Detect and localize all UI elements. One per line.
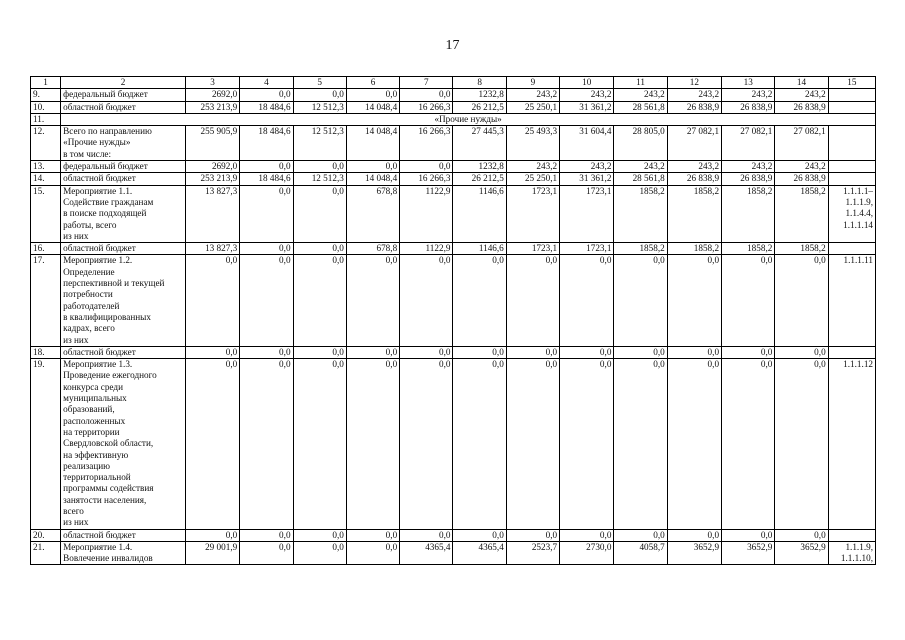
value-cell: 0,0: [293, 161, 346, 173]
value-cell: 14 048,4: [346, 126, 399, 161]
value-cell: 28 561,8: [614, 101, 667, 113]
value-cell: 0,0: [293, 541, 346, 565]
value-cell: 0,0: [453, 346, 506, 358]
value-cell: 18 484,6: [240, 126, 293, 161]
value-cell: 243,2: [614, 89, 667, 101]
value-cell: 243,2: [506, 89, 559, 101]
value-cell: 28 561,8: [614, 173, 667, 185]
value-cell: 12 512,3: [293, 173, 346, 185]
target-reference: [828, 126, 875, 161]
value-cell: 26 838,9: [722, 101, 775, 113]
value-cell: 243,2: [775, 89, 828, 101]
value-cell: 13 827,3: [185, 243, 239, 255]
target-reference: 1.1.1.12: [828, 359, 875, 529]
value-cell: 243,2: [614, 161, 667, 173]
value-cell: 0,0: [346, 255, 399, 346]
value-cell: 1858,2: [775, 185, 828, 242]
value-cell: 0,0: [614, 255, 667, 346]
value-cell: 0,0: [293, 359, 346, 529]
budget-table: [30, 76, 876, 565]
value-cell: 3652,9: [775, 541, 828, 565]
value-cell: 25 493,3: [506, 126, 559, 161]
value-cell: 243,2: [722, 89, 775, 101]
value-cell: 0,0: [614, 359, 667, 529]
value-cell: 26 838,9: [722, 173, 775, 185]
value-cell: 0,0: [667, 529, 721, 541]
value-cell: 1723,1: [506, 243, 559, 255]
value-cell: 0,0: [293, 185, 346, 242]
value-cell: 4365,4: [453, 541, 506, 565]
table-body: [31, 77, 876, 565]
value-cell: 2730,0: [560, 541, 614, 565]
value-cell: 1232,8: [453, 161, 506, 173]
target-reference: 1.1.1.1– 1.1.1.9, 1.1.4.4, 1.1.1.14: [828, 185, 875, 242]
value-cell: 0,0: [775, 346, 828, 358]
header-cell: 4: [240, 77, 293, 89]
value-cell: 0,0: [293, 255, 346, 346]
target-reference: [828, 346, 875, 358]
row-number: 12.: [31, 126, 61, 161]
value-cell: 0,0: [560, 255, 614, 346]
value-cell: 0,0: [667, 346, 721, 358]
row-number: 20.: [31, 529, 61, 541]
row-name: Всего по направлению «Прочие нужды» в том числе:: [61, 126, 186, 161]
target-reference: 1.1.1.9, 1.1.1.10,: [828, 541, 875, 565]
target-reference: [828, 529, 875, 541]
header-cell: 6: [346, 77, 399, 89]
value-cell: 0,0: [775, 529, 828, 541]
table-row: [31, 113, 876, 125]
value-cell: 0,0: [346, 89, 399, 101]
value-cell: 253 213,9: [185, 101, 239, 113]
value-cell: 0,0: [293, 243, 346, 255]
table-row: [31, 529, 876, 541]
value-cell: 31 361,2: [560, 173, 614, 185]
header-cell: 12: [667, 77, 721, 89]
value-cell: 255 905,9: [185, 126, 239, 161]
value-cell: 678,8: [346, 185, 399, 242]
row-number: 10.: [31, 101, 61, 113]
value-cell: 243,2: [722, 161, 775, 173]
row-number: 13.: [31, 161, 61, 173]
target-reference: 1.1.1.11: [828, 255, 875, 346]
table-row: [31, 359, 876, 529]
value-cell: 1858,2: [722, 243, 775, 255]
value-cell: 26 838,9: [775, 101, 828, 113]
value-cell: 0,0: [506, 359, 559, 529]
value-cell: 0,0: [775, 359, 828, 529]
value-cell: 243,2: [560, 89, 614, 101]
row-name: федеральный бюджет: [61, 161, 186, 173]
value-cell: 3652,9: [667, 541, 721, 565]
target-reference: [828, 89, 875, 101]
value-cell: 0,0: [453, 529, 506, 541]
value-cell: 0,0: [185, 255, 239, 346]
row-name: областной бюджет: [61, 243, 186, 255]
row-number: 16.: [31, 243, 61, 255]
target-reference: [828, 161, 875, 173]
value-cell: 0,0: [240, 529, 293, 541]
section-title: «Прочие нужды»: [61, 113, 876, 125]
header-cell: 5: [293, 77, 346, 89]
value-cell: 16 266,3: [400, 101, 453, 113]
row-name: Мероприятие 1.4. Вовлечение инвалидов: [61, 541, 186, 565]
target-reference: [828, 243, 875, 255]
value-cell: 2523,7: [506, 541, 559, 565]
value-cell: 3652,9: [722, 541, 775, 565]
value-cell: 0,0: [560, 529, 614, 541]
target-reference: [828, 101, 875, 113]
row-name: федеральный бюджет: [61, 89, 186, 101]
table-row: [31, 255, 876, 346]
header-cell: 3: [185, 77, 239, 89]
value-cell: 0,0: [240, 541, 293, 565]
value-cell: 4058,7: [614, 541, 667, 565]
value-cell: 0,0: [506, 255, 559, 346]
value-cell: 0,0: [240, 255, 293, 346]
value-cell: 0,0: [346, 359, 399, 529]
value-cell: 26 212,5: [453, 101, 506, 113]
value-cell: 26 838,9: [775, 173, 828, 185]
value-cell: 13 827,3: [185, 185, 239, 242]
row-number: 14.: [31, 173, 61, 185]
value-cell: 0,0: [346, 541, 399, 565]
value-cell: 0,0: [453, 359, 506, 529]
value-cell: 14 048,4: [346, 173, 399, 185]
header-cell: 2: [61, 77, 186, 89]
value-cell: 0,0: [240, 243, 293, 255]
value-cell: 0,0: [346, 161, 399, 173]
value-cell: 26 838,9: [667, 101, 721, 113]
value-cell: 678,8: [346, 243, 399, 255]
table-row: [31, 243, 876, 255]
value-cell: 31 361,2: [560, 101, 614, 113]
value-cell: 14 048,4: [346, 101, 399, 113]
value-cell: 0,0: [240, 346, 293, 358]
header-cell: 14: [775, 77, 828, 89]
value-cell: 1723,1: [506, 185, 559, 242]
target-reference: [828, 173, 875, 185]
header-cell: 1: [31, 77, 61, 89]
value-cell: 0,0: [722, 359, 775, 529]
value-cell: 0,0: [293, 346, 346, 358]
value-cell: 0,0: [506, 346, 559, 358]
value-cell: 0,0: [293, 89, 346, 101]
value-cell: 243,2: [667, 89, 721, 101]
value-cell: 16 266,3: [400, 126, 453, 161]
header-row: [31, 77, 876, 89]
value-cell: 0,0: [722, 255, 775, 346]
value-cell: 1122,9: [400, 243, 453, 255]
value-cell: 0,0: [240, 161, 293, 173]
value-cell: 26 212,5: [453, 173, 506, 185]
value-cell: 0,0: [614, 346, 667, 358]
value-cell: 31 604,4: [560, 126, 614, 161]
row-number: 9.: [31, 89, 61, 101]
row-name: областной бюджет: [61, 529, 186, 541]
header-cell: 9: [506, 77, 559, 89]
header-cell: 7: [400, 77, 453, 89]
header-cell: 10: [560, 77, 614, 89]
row-name: областной бюджет: [61, 346, 186, 358]
value-cell: 0,0: [560, 346, 614, 358]
value-cell: 0,0: [775, 255, 828, 346]
value-cell: 243,2: [560, 161, 614, 173]
row-name: областной бюджет: [61, 101, 186, 113]
value-cell: 1232,8: [453, 89, 506, 101]
value-cell: 27 082,1: [722, 126, 775, 161]
value-cell: 0,0: [240, 185, 293, 242]
value-cell: 2692,0: [185, 161, 239, 173]
value-cell: 0,0: [560, 359, 614, 529]
value-cell: 0,0: [185, 359, 239, 529]
header-cell: 11: [614, 77, 667, 89]
value-cell: 0,0: [346, 346, 399, 358]
header-cell: 13: [722, 77, 775, 89]
value-cell: 18 484,6: [240, 101, 293, 113]
value-cell: 0,0: [346, 529, 399, 541]
table-row: [31, 89, 876, 101]
value-cell: 0,0: [400, 161, 453, 173]
value-cell: 1723,1: [560, 185, 614, 242]
value-cell: 1858,2: [614, 243, 667, 255]
table-row: [31, 101, 876, 113]
value-cell: 16 266,3: [400, 173, 453, 185]
value-cell: 1858,2: [667, 243, 721, 255]
row-number: 17.: [31, 255, 61, 346]
value-cell: 1122,9: [400, 185, 453, 242]
table-row: [31, 185, 876, 242]
value-cell: 26 838,9: [667, 173, 721, 185]
value-cell: 25 250,1: [506, 173, 559, 185]
value-cell: 0,0: [667, 255, 721, 346]
row-name: Мероприятие 1.3. Проведение ежегодного конкурса среди муниципальных образований, расположенных на территории Свердловской области, на эффективную реализацию территориальной программы содействия занятости населения, всего из них: [61, 359, 186, 529]
value-cell: 0,0: [400, 346, 453, 358]
row-number: 11.: [31, 113, 61, 125]
value-cell: 12 512,3: [293, 126, 346, 161]
value-cell: 243,2: [775, 161, 828, 173]
value-cell: 27 082,1: [775, 126, 828, 161]
value-cell: 1723,1: [560, 243, 614, 255]
page-number: 17: [445, 38, 460, 53]
value-cell: 1858,2: [614, 185, 667, 242]
value-cell: 0,0: [667, 359, 721, 529]
value-cell: 0,0: [453, 255, 506, 346]
row-number: 15.: [31, 185, 61, 242]
value-cell: 2692,0: [185, 89, 239, 101]
row-name: Мероприятие 1.1. Содействие гражданам в поиске подходящей работы, всего из них: [61, 185, 186, 242]
table-row: [31, 173, 876, 185]
value-cell: 27 445,3: [453, 126, 506, 161]
row-number: 19.: [31, 359, 61, 529]
value-cell: 28 805,0: [614, 126, 667, 161]
value-cell: 0,0: [400, 529, 453, 541]
value-cell: 0,0: [722, 346, 775, 358]
value-cell: 1146,6: [453, 185, 506, 242]
header-cell: 8: [453, 77, 506, 89]
value-cell: 0,0: [185, 529, 239, 541]
value-cell: 0,0: [722, 529, 775, 541]
table-row: [31, 541, 876, 565]
value-cell: 12 512,3: [293, 101, 346, 113]
value-cell: 1858,2: [775, 243, 828, 255]
value-cell: 0,0: [240, 359, 293, 529]
value-cell: 243,2: [506, 161, 559, 173]
value-cell: 253 213,9: [185, 173, 239, 185]
value-cell: 0,0: [614, 529, 667, 541]
value-cell: 0,0: [185, 346, 239, 358]
table-row: [31, 346, 876, 358]
row-number: 18.: [31, 346, 61, 358]
value-cell: 0,0: [293, 529, 346, 541]
value-cell: 243,2: [667, 161, 721, 173]
row-name: областной бюджет: [61, 173, 186, 185]
value-cell: 4365,4: [400, 541, 453, 565]
value-cell: 0,0: [240, 89, 293, 101]
value-cell: 0,0: [400, 255, 453, 346]
value-cell: 0,0: [506, 529, 559, 541]
value-cell: 29 001,9: [185, 541, 239, 565]
value-cell: 0,0: [400, 89, 453, 101]
table-row: [31, 126, 876, 161]
header-cell: 15: [828, 77, 875, 89]
value-cell: 1146,6: [453, 243, 506, 255]
value-cell: 27 082,1: [667, 126, 721, 161]
value-cell: 1858,2: [722, 185, 775, 242]
value-cell: 0,0: [400, 359, 453, 529]
value-cell: 18 484,6: [240, 173, 293, 185]
row-number: 21.: [31, 541, 61, 565]
value-cell: 25 250,1: [506, 101, 559, 113]
table-row: [31, 161, 876, 173]
value-cell: 1858,2: [667, 185, 721, 242]
row-name: Мероприятие 1.2. Определение перспективной и текущей потребности работодателей в квалифицированных кадрах, всего из них: [61, 255, 186, 346]
